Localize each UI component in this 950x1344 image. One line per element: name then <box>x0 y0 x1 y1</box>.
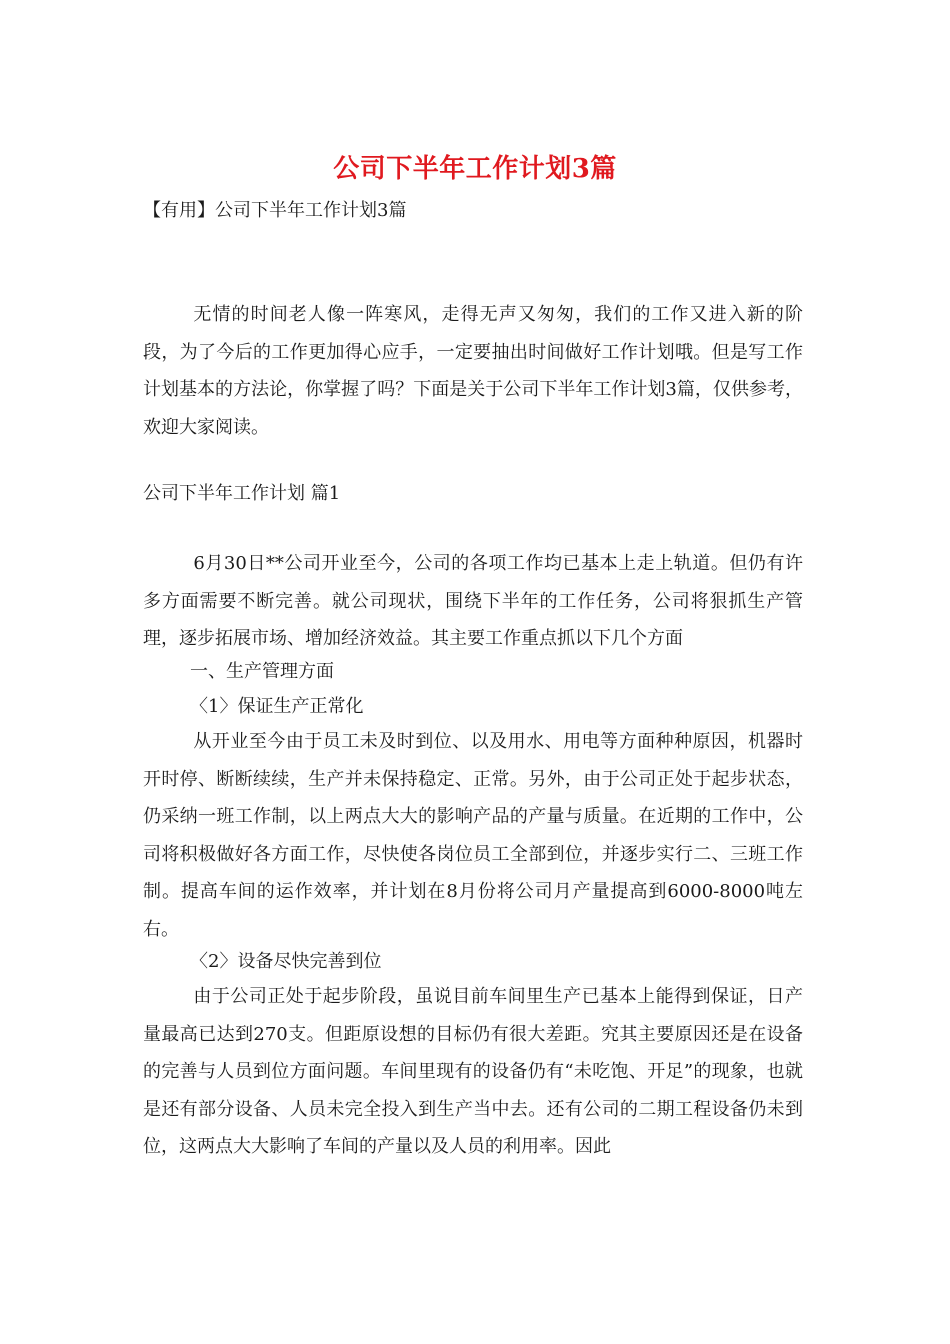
item-subheading-equipment: 〈2〉设备尽快完善到位 <box>190 951 382 972</box>
item-paragraph-equipment: 由于公司正处于起步阶段，虽说目前车间里生产已基本上能得到保证，日产量最高已达到270支。但距原设想的目标仍有很大差距。究其主要原因还是在设备的完善与人员到位方面问题。车间里现有的设备仍有“未吃饱、开足”的现象，也就是还有部分设备、人员未完全投入到生产当中去。还有公司的二期工程设备仍未到位，这两点大大影响了车间的产量以及人员的利用率。因此 <box>143 986 803 1157</box>
item-heading-production: 一、生产管理方面 <box>190 661 334 682</box>
item-subheading-normal-production: 〈1〉保证生产正常化 <box>190 696 364 717</box>
document-subtitle: 【有用】公司下半年工作计划3篇 <box>143 200 407 221</box>
section-heading: 公司下半年工作计划 篇1 <box>143 483 341 504</box>
section1-paragraph: 6月30日**公司开业至今，公司的各项工作均已基本上走上轨道。但仍有许多方面需要不断完善。就公司现状，围绕下半年的工作任务，公司将狠抓生产管理，逐步拓展市场、增加经济效益。其主要工作重点抓以下几个方面 <box>143 553 803 649</box>
document-title: 公司下半年工作计划3篇 <box>333 154 617 184</box>
intro-paragraph: 无情的时间老人像一阵寒风，走得无声又匆匆，我们的工作又进入新的阶段，为了今后的工作更加得心应手，一定要抽出时间做好工作计划哦。但是写工作计划基本的方法论，你掌握了吗？下面是关于公司下半年工作计划3篇，仅供参考，欢迎大家阅读。 <box>143 304 803 438</box>
item-paragraph-normal-production: 从开业至今由于员工未及时到位、以及用水、用电等方面种种原因，机器时开时停、断断续续，生产并未保持稳定、正常。另外，由于公司正处于起步状态，仍采纳一班工作制，以上两点大大的影响产品的产量与质量。在近期的工作中，公司将积极做好各方面工作，尽快使各岗位员工全部到位，并逐步实行二、三班工作制。提高车间的运作效率，并计划在8月份将公司月产量提高到6000-8000吨左右。 <box>143 731 803 940</box>
